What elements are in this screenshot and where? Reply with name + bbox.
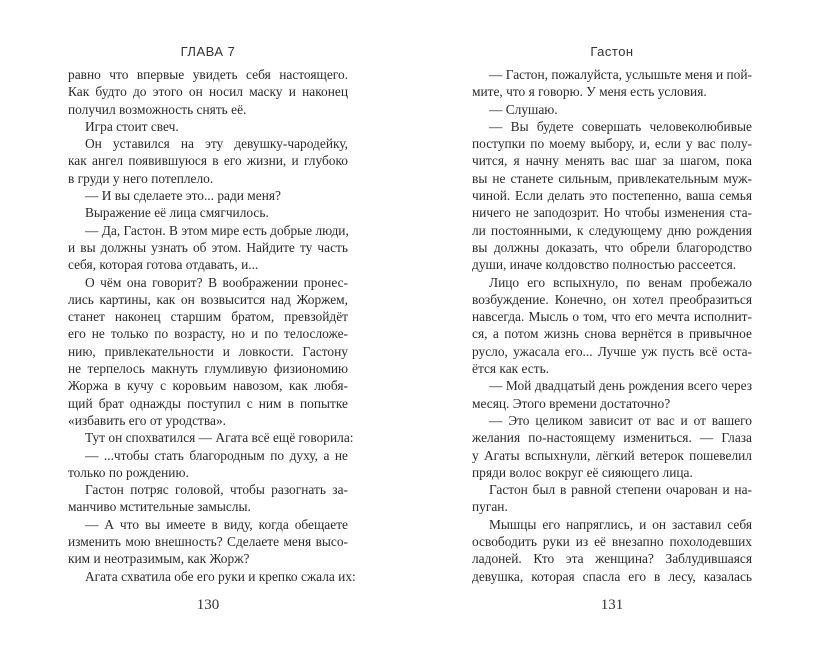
right-page: [472, 0, 752, 656]
text-line: Жоржа в кучу с коровьим навозом, как любя-: [68, 378, 348, 394]
text-line: только по рождению.: [68, 464, 189, 480]
running-header-chapter: ГЛАВА 7: [180, 44, 236, 59]
text-line: Агата схватила обе его руки и крепко сжала их:: [85, 568, 356, 584]
text-line: — Да, Гастон. В этом мире есть добрые люди,: [85, 222, 349, 238]
text-line: — ...чтобы стать благородным по духу, а не: [85, 447, 348, 463]
page-number: 131: [600, 597, 624, 613]
text-line: Он уставился на эту девушку-чародейку,: [85, 136, 348, 152]
text-line: — Мой двадцатый день рождения всего через: [489, 378, 752, 394]
text-line: «избавить его от уродства».: [68, 412, 227, 428]
text-line: месяц. Этого времени достаточно?: [472, 395, 671, 411]
text-line: станет наконец старшим братом, превзойдёт: [68, 309, 348, 325]
text-line: не терпелось макнуть глумливую физиономию: [68, 361, 348, 377]
running-header-title: Гастон: [590, 44, 634, 59]
text-line: вы должны доказать, что обрели благородство: [472, 239, 752, 255]
text-line: себя, которая готова отдавать, и...: [68, 257, 259, 273]
text-line: вы не станете сильным, привлекательным муж-: [472, 170, 752, 186]
text-line: — И вы сделаете это... ради меня?: [85, 188, 281, 204]
text-line: — Это целиком зависит от вас и от вашего: [489, 412, 752, 428]
page-number: 130: [196, 597, 220, 613]
text-line: ётся как есть.: [472, 361, 550, 377]
text-line: Лицо его вспыхнуло, по венам пробежало: [489, 274, 752, 290]
text-line: — Гастон, пожалуйста, услышьте меня и пой-: [489, 67, 752, 82]
text-line: его не только по возрасту, но и по телосложе-: [68, 326, 348, 342]
text-line: изменить мою внешность? Сделаете меня высо-: [68, 534, 348, 550]
text-line: ли постоянными, к следующему дню рождения: [472, 222, 752, 238]
left-page: [68, 0, 356, 656]
text-line: равно что впервые увидеть себя настоящего.: [68, 67, 348, 82]
text-line: в груди у него потеплело.: [68, 170, 214, 186]
text-line: пряди волос вокруг её сияющего лица.: [472, 464, 693, 480]
text-line: как ангел появившуюся в его жизни, и глубоко: [68, 153, 348, 169]
text-line: ким и неотразимым, как Жорж?: [68, 551, 250, 567]
text-line: Выражение её лица смягчилось.: [85, 205, 269, 221]
text-line: поступки по моему выбору, и, если у вас полу-: [472, 136, 752, 152]
text-line: лись картины, как он возвысится над Жоржем,: [68, 291, 348, 307]
text-line: ладоней. Кто эта женщина? Заблудившаяся: [472, 551, 752, 567]
text-line: нию, привлекательности и ловкости. Гастону: [68, 343, 348, 359]
text-line: — Слушаю.: [489, 101, 558, 117]
text-line: желания по-настоящему измениться. — Глаза: [472, 430, 752, 446]
text-line: Мышцы его напряглись, и он заставил себя: [489, 516, 752, 532]
text-line: щий брат однажды поступил с ним в попытке: [68, 395, 348, 411]
text-line: Как будто до этого он носил маску и наконец: [68, 84, 348, 100]
text-line: мите, что я говорю. У меня есть условия.: [472, 84, 707, 100]
text-line: освободить руки из её внезапно похолодевших: [472, 534, 752, 550]
text-line: Тут он спохватился — Агата всё ещё говорила:: [85, 430, 354, 446]
text-line: — Вы будете совершать человеколюбивые: [489, 118, 752, 134]
text-line: манчиво мстительные замыслы.: [68, 499, 251, 515]
left-page-text: [68, 66, 356, 585]
text-line: — А что вы имеете в виду, когда обещаете: [85, 516, 348, 532]
text-line: и вы должны узнать об этом. Найдите ту часть: [68, 239, 348, 255]
text-line: Гастон потряс головой, чтобы разогнать за-: [85, 482, 348, 498]
text-line: души, иначе колдовство полностью рассеется.: [472, 257, 737, 273]
text-line: ся, а потом жизнь снова вернётся в привычное: [472, 326, 752, 342]
text-line: получил возможность снять её.: [68, 101, 247, 117]
text-line: ничего не заподозрит. Но чтобы изменения ста-: [472, 205, 752, 221]
text-line: русло, ужасала его... Лучше уж пусть всё оста-: [472, 343, 752, 359]
text-line: у Агаты вспыхнули, лёгкий ветерок пошевелил: [472, 447, 752, 463]
right-page-text: [472, 66, 752, 585]
text-line: возбуждение. Конечно, он хотел преобразиться: [472, 291, 752, 307]
text-line: девушка, которая спасла его в лесу, казалась: [472, 568, 752, 584]
text-line: О чём она говорит? В воображении пронес-: [85, 274, 348, 290]
text-line: Игра стоит свеч.: [85, 118, 179, 134]
text-line: пуган.: [472, 499, 508, 515]
text-line: чиной. Если делать это постепенно, ваша семья: [472, 188, 752, 204]
text-line: Гастон был в равной степени очарован и на-: [489, 482, 752, 498]
text-line: навсегда. Мысль о том, что его мечта исполнит-: [472, 309, 752, 325]
text-line: чится, я начну менять вас шаг за шагом, пока: [472, 153, 752, 169]
